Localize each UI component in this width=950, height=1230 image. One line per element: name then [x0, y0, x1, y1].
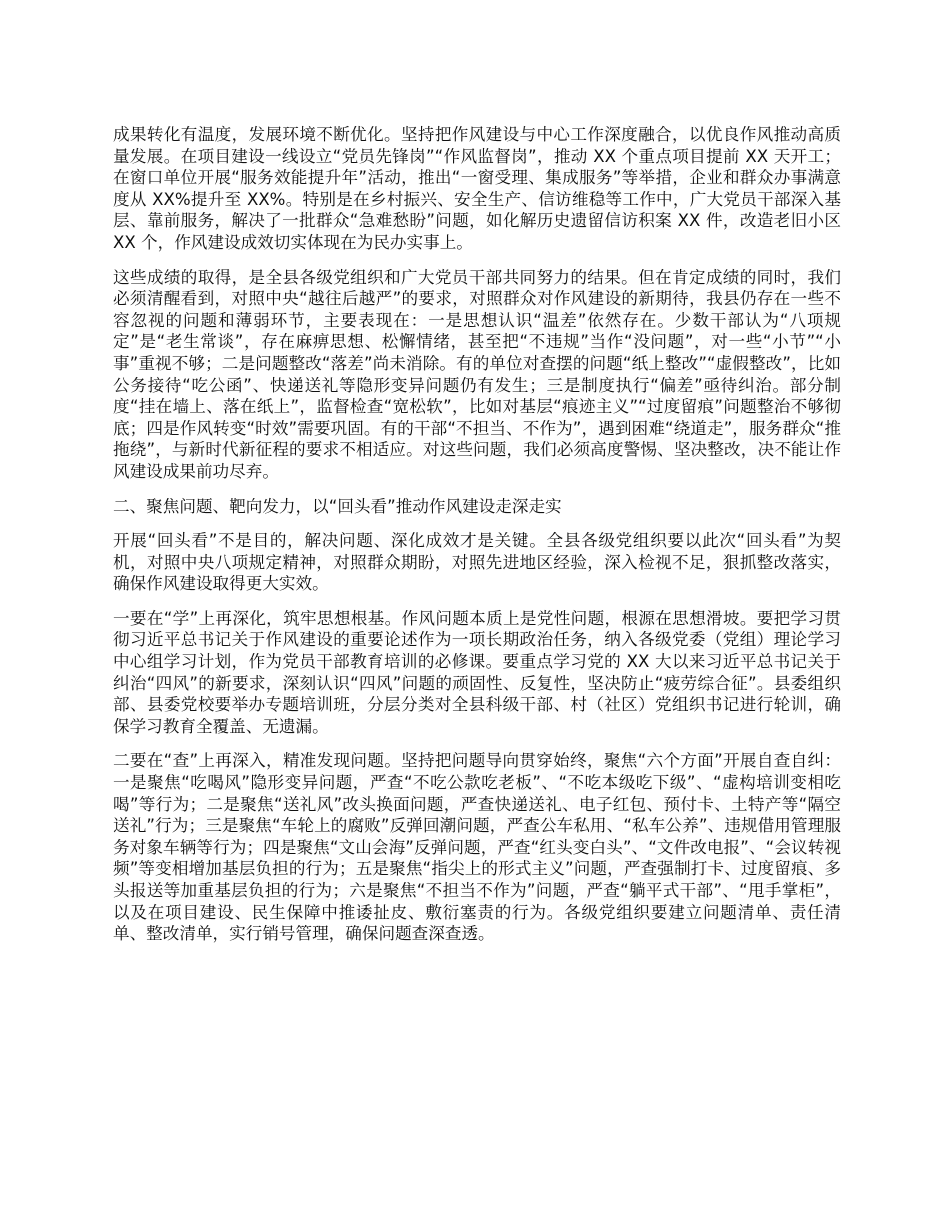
paragraph-problems-overview: 这些成绩的取得，是全县各级党组织和广大党员干部共同努力的结果。但在肯定成绩的同时，我们必须清醒看到，对照中央“越往后越严”的要求，对照群众对作风建设的新期待，我县仍存在一些不容忽视的问题和薄弱环节，主要表现在：一是思想认识“温差”依然存在。少数干部认为“八项规定”是“老生常谈”，存在麻痹思想、松懈情绪，甚至把“不违规”当作“没问题”，对一些“小节”“小事”重视不够；二是问题整改“落差”尚未消除。有的单位对查摆的问题“纸上整改”“虚假整改”，比如公务接待“吃公函”、快递送礼等隐形变异问题仍有发生；三是制度执行“偏差”亟待纠治。部分制度“挂在墙上、落在纸上”，监督检查“宽松软”，比如对基层“痕迹主义”“过度留痕”问题整治不够彻底；四是作风转变“时效”需要巩固。有的干部“不担当、不作为”，遇到困难“绕道走”，服务群众“推拖绕”，与新时代新征程的要求不相适应。对这些问题，我们必须高度警惕、坚决整改，决不能让作风建设成果前功尽弃。 [113, 267, 841, 481]
section-heading-two: 二、聚焦问题、靶向发力，以“回头看”推动作风建设走深走实 [113, 496, 562, 516]
paragraph-inspection-deepening: 二要在“查”上再深入，精准发现问题。坚持把问题导向贯穿始终，聚焦“六个方面”开展自查自纠：一是聚焦“吃喝风”隐形变异问题，严查“不吃公款吃老板”、“不吃本级吃下级”、“虚构培训变相吃喝”等行为；二是聚焦“送礼风”改头换面问题，严查快递送礼、电子红包、预付卡、土特产等“隔空送礼”行为；三是聚焦“车轮上的腐败”反弹回潮问题，严查公车私用、“私车公养”、违规借用管理服务对象车辆等行为；四是聚焦“文山会海”反弹问题，严查“红头变白头”、“文件改电报”、“会议转视频”等变相增加基层负担的行为；五是聚焦“指尖上的形式主义”问题，严查强制打卡、过度留痕、多头报送等加重基层负担的行为；六是聚焦“不担当不作为”问题，严查“躺平式干部”、“甩手掌柜”，以及在项目建设、民生保障中推诿扯皮、敷衍塞责的行为。各级党组织要建立问题清单、责任清单、整改清单，实行销号管理，确保问题查深查透。 [113, 751, 841, 944]
document-page [113, 124, 841, 958]
paragraph-results-transformation: 成果转化有温度，发展环境不断优化。坚持把作风建设与中心工作深度融合，以优良作风推动高质量发展。在项目建设一线设立“党员先锋岗”“作风监督岗”，推动 XX 个重点项目提前 XX 天开工；在窗口单位开展“服务效能提升年”活动，推出“一窗受理、集成服务”等举措，企业和群众办事满意度从 XX%提升至 XX%。特别是在乡村振兴、安全生产、信访维稳等工作中，广大党员干部深入基层、靠前服务，解决了一批群众“急难愁盼”问题，如化解历史遗留信访积案 XX 件，改造老旧小区 XX 个，作风建设成效切实体现在为民办实事上。 [113, 125, 841, 252]
paragraph-study-deepening: 一要在“学”上再深化，筑牢思想根基。作风问题本质上是党性问题，根源在思想滑坡。要把学习贯彻习近平总书记关于作风建设的重要论述作为一项长期政治任务，纳入各级党委（党组）理论学习中心组学习计划，作为党员干部教育培训的必修课。要重点学习党的 XX 大以来习近平总书记关于纠治“四风”的新要求，深刻认识“四风”问题的顽固性、反复性，坚决防止“疲劳综合征”。县委组织部、县委党校要举办专题培训班，分层分类对全县科级干部、村（社区）党组织书记进行轮训，确保学习教育全覆盖、无遗漏。 [113, 608, 841, 736]
paragraph-review-purpose: 开展“回头看”不是目的，解决问题、深化成效才是关键。全县各级党组织要以此次“回头看”为契机，对照中央八项规定精神，对照群众期盼，对照先进地区经验，深入检视不足，狠抓整改落实，确保作风建设取得更大实效。 [113, 531, 841, 594]
